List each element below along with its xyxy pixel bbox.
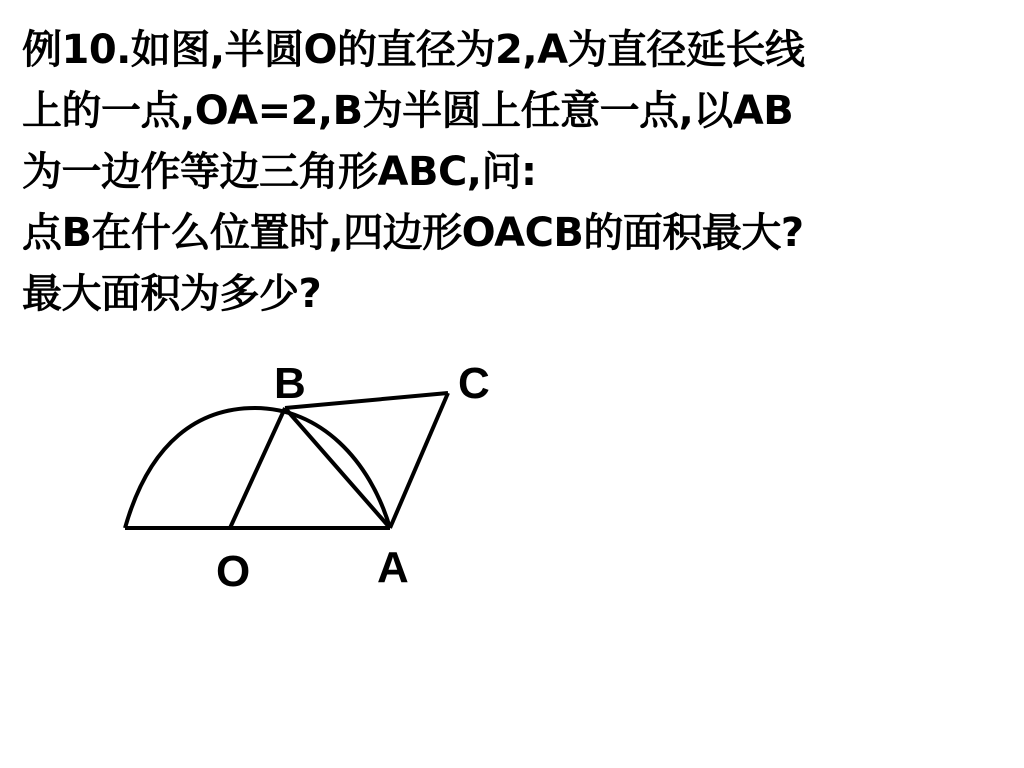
problem-line-3: 为一边作等边三角形ABC,问: [22,149,537,195]
point-label-o: O [216,547,251,596]
segment-ba [285,408,390,528]
point-label-c: C [458,359,490,408]
point-label-b: B [274,359,306,408]
segment-bc [285,393,448,408]
point-label-a: A [377,543,409,592]
problem-line-4: 点B在什么位置时,四边形OACB的面积最大? [22,210,804,256]
problem-line-2: 上的一点,OA=2,B为半圆上任意一点,以AB [22,88,794,134]
segment-ob [230,408,285,528]
problem-line-5: 最大面积为多少? [22,271,322,317]
segment-ca [390,393,448,528]
problem-line-1: 例10.如图,半圆O的直径为2,A为直径延长线 [22,27,805,73]
